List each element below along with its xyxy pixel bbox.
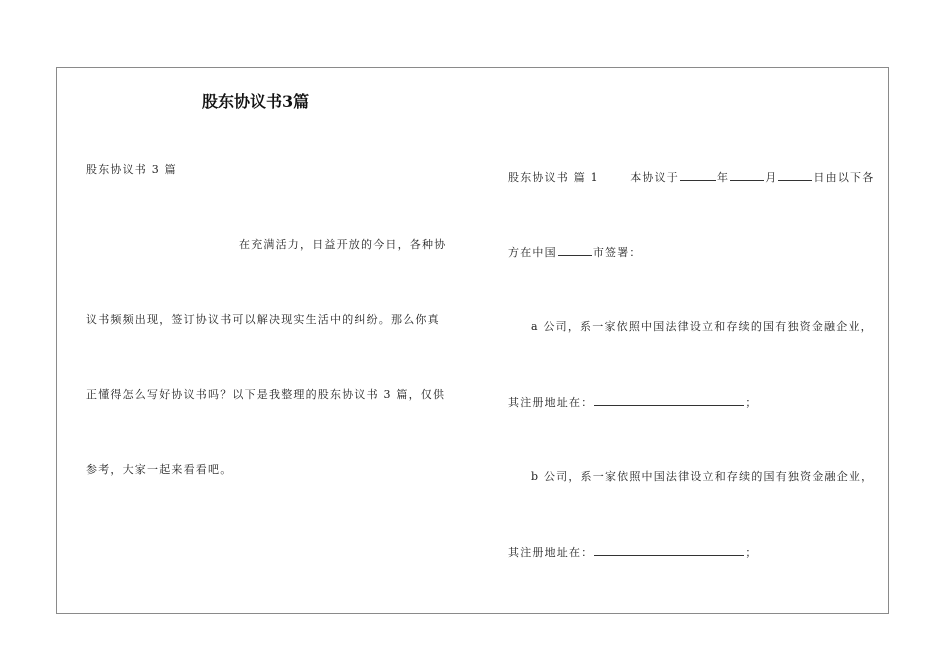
day-label: 日由以下各: [813, 171, 875, 184]
page-frame: [56, 67, 889, 614]
year-label: 年: [717, 171, 730, 184]
party-a-address-line: [508, 393, 758, 410]
city-blank: [558, 243, 592, 256]
document-title: 股东协议书3篇: [202, 92, 310, 111]
party-b-address-blank: [594, 543, 744, 556]
month-label: 月: [765, 171, 778, 184]
month-blank: [730, 168, 764, 181]
party-a-address-end: ；: [745, 396, 758, 409]
signing-place-line: [508, 243, 642, 260]
party-a-address-label: 其注册地址在：: [508, 396, 594, 409]
party-a-description: a 公司，系一家依照中国法律设立和存续的国有独资金融企业，: [531, 320, 873, 333]
signing-place-prefix: 方在中国: [508, 246, 557, 259]
party-b-address-line: [508, 543, 758, 560]
agreement-date-prefix: 本协议于: [630, 171, 680, 184]
party-a-address-blank: [594, 393, 744, 406]
left-subtitle: 股东协议书 3 篇: [86, 163, 177, 176]
party-b-address-label: 其注册地址在：: [508, 546, 594, 559]
agreement-heading: 股东协议书 篇 1: [508, 171, 599, 184]
party-b-description: b 公司，系一家依照中国法律设立和存续的国有独资金融企业，: [531, 470, 874, 483]
left-paragraph-line-2: 议书频频出现，签订协议书可以解决现实生活中的纠纷。那么你真: [86, 313, 440, 326]
left-paragraph-line-4: 参考，大家一起来看看吧。: [86, 463, 233, 476]
party-b-address-end: ；: [745, 546, 758, 559]
signing-place-suffix: 市签署：: [592, 246, 642, 259]
left-paragraph-line-1: 在充满活力，日益开放的今日，各种协: [239, 238, 447, 251]
agreement-intro-line: [508, 168, 874, 185]
day-blank: [778, 168, 812, 181]
left-paragraph-line-3: 正懂得怎么写好协议书吗？以下是我整理的股东协议书 3 篇，仅供: [86, 388, 446, 401]
year-blank: [680, 168, 716, 181]
